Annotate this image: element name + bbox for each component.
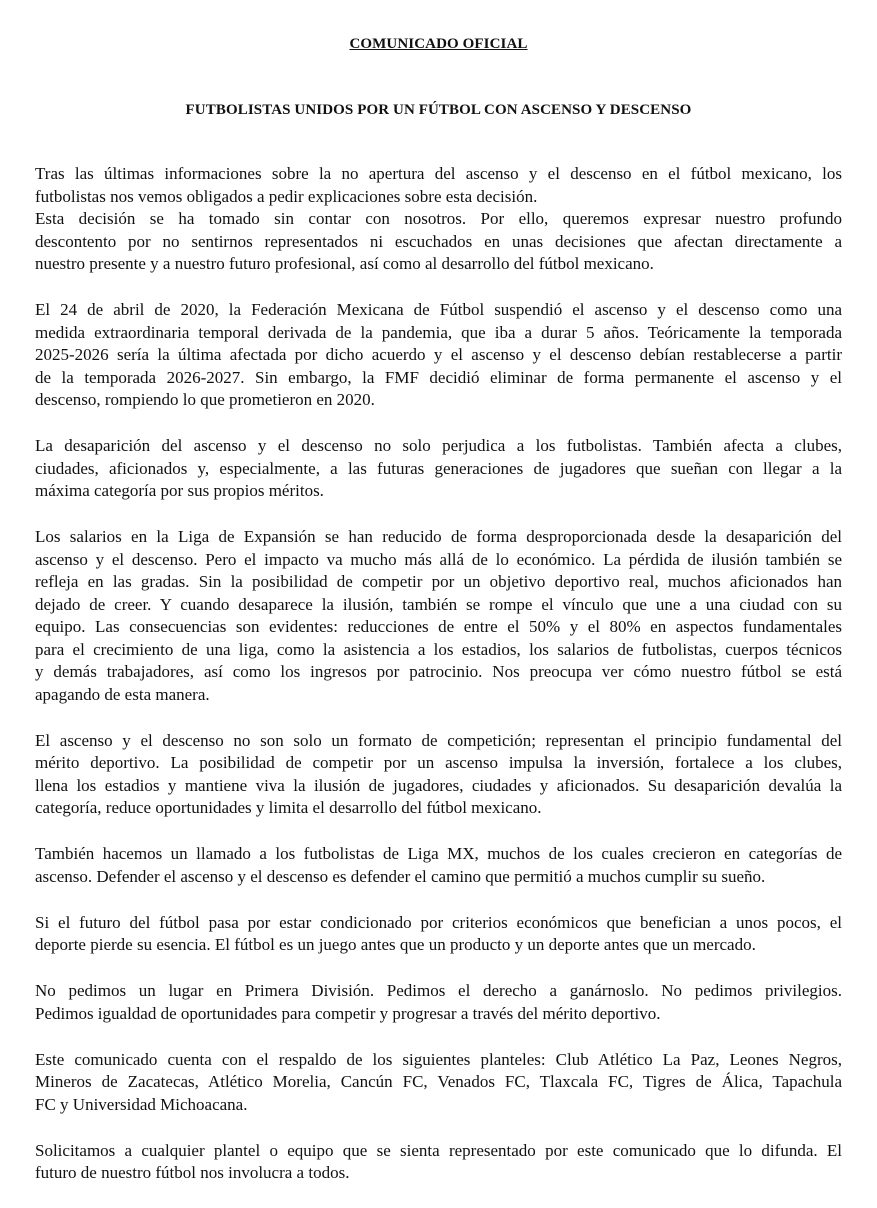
paragraph xyxy=(35,980,842,1025)
paragraph-line: Si el futuro del fútbol pasa por estar condicionado por criterios económicos que benefician a unos pocos, el xyxy=(35,912,842,932)
paragraph-line: ascenso y el descenso. Pero el impacto va mucho más allá de lo económico. La pérdida de ilusión también se xyxy=(35,549,842,569)
paragraph-line: ciudades, aficionados y, especialmente, a las futuras generaciones de jugadores que sueñan con llegar a la xyxy=(35,458,842,478)
paragraph-line: Esta decisión se ha tomado sin contar con nosotros. Por ello, queremos expresar nuestro profundo xyxy=(35,209,842,228)
paragraph xyxy=(35,208,842,276)
paragraph-line: mérito deportivo. La posibilidad de competir por un ascenso impulsa la inversión, fortalece a los clubes, xyxy=(35,753,842,772)
paragraph-line: El ascenso y el descenso no son solo un formato de competición; representan el principio fundamental del xyxy=(35,730,842,750)
paragraph-line: refleja en las gradas. Sin la posibilidad de competir por un objetivo deportivo real, muchos aficionados han xyxy=(35,572,842,591)
paragraph xyxy=(35,435,842,503)
paragraph-line: máxima categoría por sus propios méritos. xyxy=(35,481,324,500)
paragraph-line: No pedimos un lugar en Primera División. Pedimos el derecho a ganárnoslo. No pedimos privilegios. xyxy=(35,981,842,1000)
paragraph-line: futbolistas nos vemos obligados a pedir explicaciones sobre esta decisión. xyxy=(35,186,538,206)
paragraph-line: descontento por no sentirnos representados ni escuchados en unas decisiones que afectan directamente a xyxy=(35,231,842,251)
paragraph xyxy=(35,299,842,412)
document-subtitle: FUTBOLISTAS UNIDOS POR UN FÚTBOL CON ASCENSO Y DESCENSO xyxy=(185,102,692,118)
paragraph xyxy=(35,163,842,208)
paragraph xyxy=(35,1049,842,1117)
document-body xyxy=(35,163,842,1208)
paragraph-line: dejado de creer. Y cuando desaparece la ilusión, también se rompe el vínculo que une a una ciudad con su xyxy=(35,594,842,614)
paragraph-line: Solicitamos a cualquier plantel o equipo que se sienta representado por este comunicado que lo difunda. El xyxy=(35,1140,842,1160)
paragraph-line: para el crecimiento de una liga, como la asistencia a los estadios, los salarios de futbolistas, cuerpos técnicos xyxy=(35,639,842,659)
paragraph-line: El 24 de abril de 2020, la Federación Mexicana de Fútbol suspendió el ascenso y el descenso como una xyxy=(35,300,842,319)
paragraph xyxy=(35,1140,842,1185)
paragraph-line: 2025-2026 sería la última afectada por dicho acuerdo y el ascenso y el descenso debían restablecerse a partir xyxy=(35,345,842,364)
paragraph xyxy=(35,843,842,888)
paragraph-line: También hacemos un llamado a los futbolistas de Liga MX, muchos de los cuales crecieron en categorías de xyxy=(35,844,842,863)
paragraph-line: de la temporada 2026-2027. Sin embargo, la FMF decidió eliminar de forma permanente el ascenso y el xyxy=(35,367,842,387)
paragraph-line: ascenso. Defender el ascenso y el descenso es defender el camino que permitió a muchos cumplir su sueño. xyxy=(35,866,766,886)
paragraph-line: nuestro presente y a nuestro futuro profesional, así como al desarrollo del fútbol mexicano. xyxy=(35,254,654,273)
paragraph-line: y demás trabajadores, así como los ingresos por patrocinio. Nos preocupa ver cómo nuestro fútbol se está xyxy=(35,662,842,681)
document-title: COMUNICADO OFICIAL xyxy=(349,36,528,52)
paragraph-line: Tras las últimas informaciones sobre la no apertura del ascenso y el descenso en el fútbol mexicano, los xyxy=(35,164,842,183)
paragraph-line: FC y Universidad Michoacana. xyxy=(35,1094,248,1114)
paragraph-line: equipo. Las consecuencias son evidentes: reducciones de entre el 50% y el 80% en aspectos fundamentales xyxy=(35,617,842,636)
paragraph-line: categoría, reduce oportunidades y limita el desarrollo del fútbol mexicano. xyxy=(35,798,542,817)
paragraph-line: Mineros de Zacatecas, Atlético Morelia, Cancún FC, Venados FC, Tlaxcala FC, Tigres de Álica, Tapachula xyxy=(35,1072,842,1091)
paragraph-line: apagando de esta manera. xyxy=(35,684,210,704)
paragraph-line: futuro de nuestro fútbol nos involucra a todos. xyxy=(35,1163,350,1182)
paragraph xyxy=(35,730,842,820)
paragraph-line: Este comunicado cuenta con el respaldo de los siguientes planteles: Club Atlético La Paz, Leones Negros, xyxy=(35,1049,842,1069)
paragraph xyxy=(35,526,842,706)
paragraph-line: La desaparición del ascenso y el descenso no solo perjudica a los futbolistas. También afecta a clubes, xyxy=(35,436,842,455)
paragraph-line: Pedimos igualdad de oportunidades para competir y progresar a través del mérito deportivo. xyxy=(35,1003,661,1023)
paragraph-line: medida extraordinaria temporal derivada de la pandemia, que iba a durar 5 años. Teóricamente la temporada xyxy=(35,322,842,342)
paragraph xyxy=(35,912,842,957)
paragraph-line: deporte pierde su esencia. El fútbol es un juego antes que un producto y un deporte antes que un mercado. xyxy=(35,935,756,954)
paragraph-line: llena los estadios y mantiene viva la ilusión de jugadores, ciudades y aficionados. Su desaparición devalúa la xyxy=(35,775,842,795)
paragraph-line: Los salarios en la Liga de Expansión se han reducido de forma desproporcionada desde la desaparición del xyxy=(35,527,842,546)
paragraph-line: descenso, rompiendo lo que prometieron en 2020. xyxy=(35,390,375,409)
